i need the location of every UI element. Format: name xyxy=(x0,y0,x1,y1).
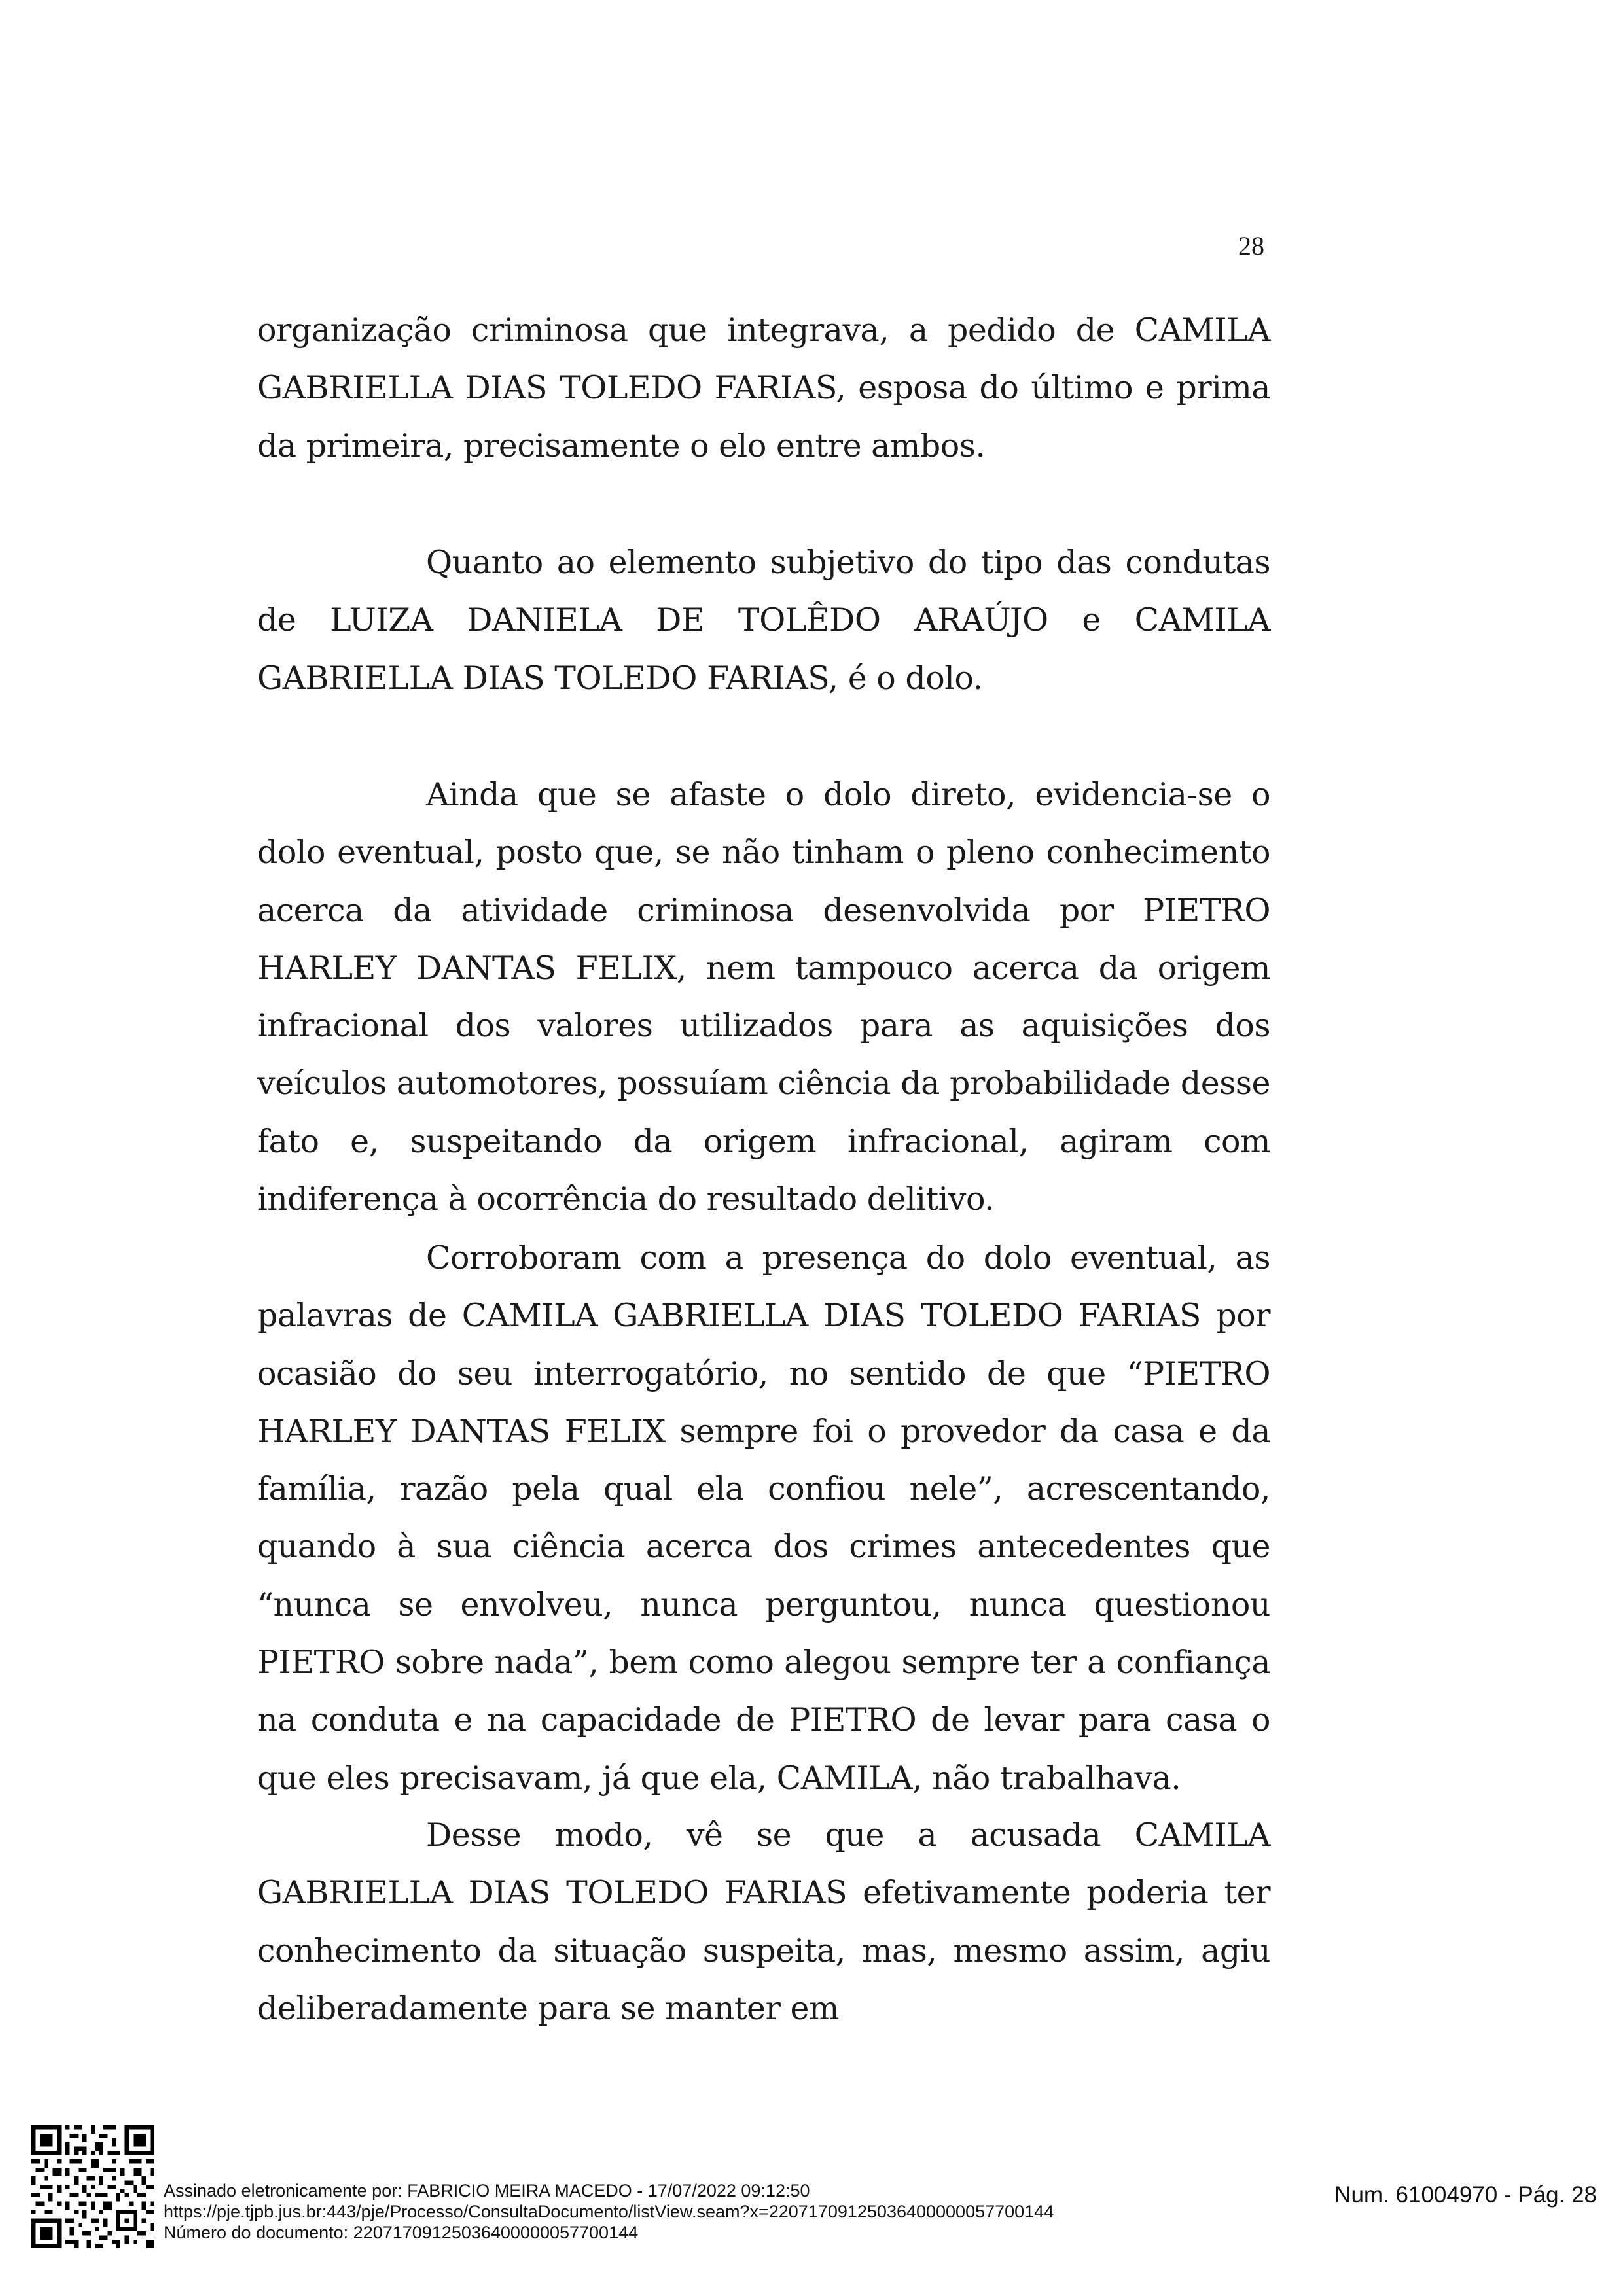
page-number: 28 xyxy=(1238,231,1264,260)
signature-footer xyxy=(0,2113,1623,2244)
signed-by-line: Assinado eletronicamente por: FABRICIO MEIRA MACEDO - 17/07/2022 09:12:50 xyxy=(164,2181,810,2200)
document-url-line[interactable]: https://pje.tjpb.jus.br:443/pje/Processo/ConsultaDocumento/listView.seam?x=22071709125036400000057700144 xyxy=(164,2202,1054,2221)
paragraph-eventual-intent xyxy=(257,766,1270,1228)
document-number-line: Número do documento: 22071709125036400000057700144 xyxy=(164,2223,639,2242)
paragraph-text: Ainda que se afaste o dolo direto, evidencia-se o dolo eventual, posto que, se não tinham o pleno conhecimento acerca da atividade criminosa desenvolvida por PIETRO HARLEY DANTAS FELIX, nem tampouco acerca da origem infracional dos valores utilizados para as aquisições dos veículos automotores, possuíam ciência da probabilidade desse fato e, suspeitando da origem infracional, agiram com indiferença à ocorrência do resultado delitivo. xyxy=(257,776,1270,1218)
paragraph-text: Corroboram com a presença do dolo eventual, as palavras de CAMILA GABRIELLA DIAS TOLEDO FARIAS por ocasião do seu interrogatório, no sentido de que “PIETRO HARLEY DANTAS FELIX sempre foi o provedor da casa e da família, razão pela qual ela confiou nele”, acrescentando, quando à sua ciência acerca dos crimes antecedentes que “nunca se envolveu, nunca perguntou, nunca questionou PIETRO sobre nada”, bem como alegou sempre ter a confiança na conduta e na capacidade de PIETRO de levar para casa o que eles precisavam, já que ela, CAMILA, não trabalhava. xyxy=(257,1239,1270,1797)
signature-block xyxy=(164,2180,1054,2243)
paragraph-text: Quanto ao elemento subjetivo do tipo das condutas de LUIZA DANIELA DE TOLÊDO ARAÚJO e CAMILA GABRIELLA DIAS TOLEDO FARIAS, é o dolo. xyxy=(257,544,1270,697)
paragraph-conclusion xyxy=(257,1807,1270,2038)
paragraph-testimony xyxy=(257,1229,1270,1807)
paragraph-text: organização criminosa que integrava, a pedido de CAMILA GABRIELLA DIAS TOLEDO FARIAS, esposa do último e prima da primeira, precisamente o elo entre ambos. xyxy=(257,311,1270,465)
qr-code-icon xyxy=(31,2125,154,2248)
paragraph-text: Desse modo, vê se que a acusada CAMILA GABRIELLA DIAS TOLEDO FARIAS efetivamente poderia ter conhecimento da situação suspeita, mas, mesmo assim, agiu deliberadamente para se manter em xyxy=(257,1816,1270,2027)
paragraph-continuation xyxy=(257,302,1270,475)
paragraph-subjective-element xyxy=(257,534,1270,707)
num-page-label: Num. 61004970 - Pág. 28 xyxy=(1334,2182,1597,2208)
